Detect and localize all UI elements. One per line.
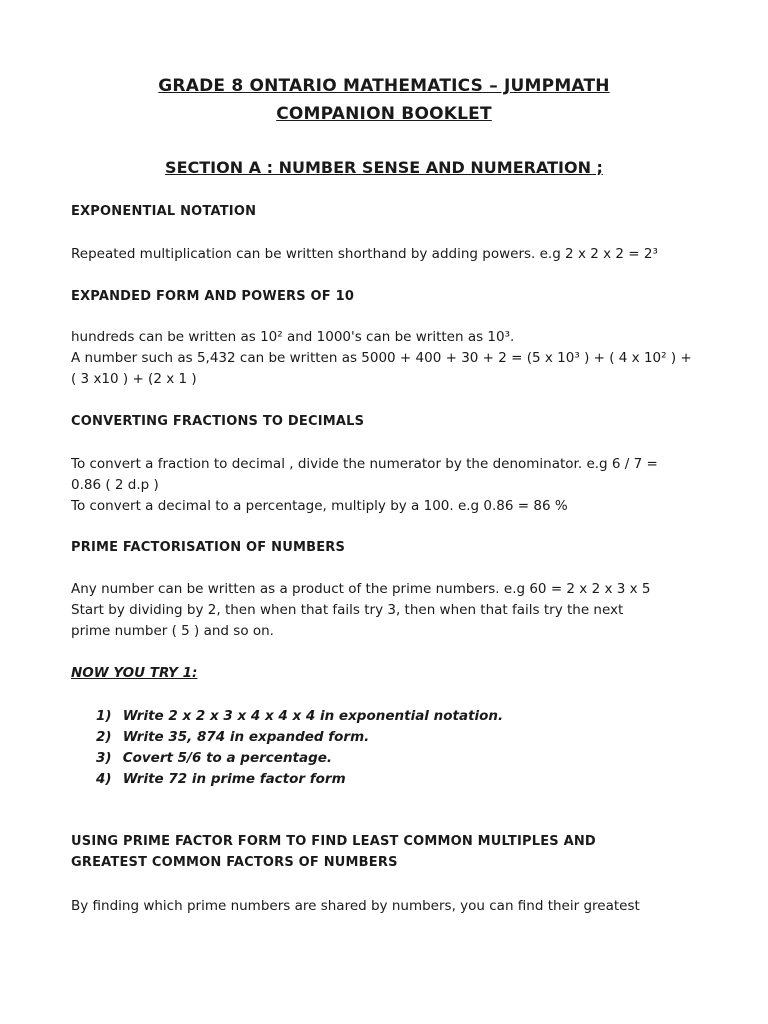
paragraph-line: Any number can be written as a product of the prime numbers. e.g 60 = 2 x 2 x 3 x 5 bbox=[71, 581, 651, 597]
paragraph-line: By finding which prime numbers are shared by numbers, you can find their greatest bbox=[71, 898, 640, 914]
heading-converting-fractions: CONVERTING FRACTIONS TO DECIMALS bbox=[71, 414, 365, 429]
exercise-item bbox=[96, 748, 503, 769]
heading-expanded-form: EXPANDED FORM AND POWERS OF 10 bbox=[71, 289, 355, 304]
paragraph-line: Repeated multiplication can be written shorthand by adding powers. e.g 2 x 2 x 2 = 2³ bbox=[71, 246, 658, 262]
exercise-number: 3) bbox=[96, 750, 112, 766]
exercise-item bbox=[96, 769, 503, 790]
paragraph-line: A number such as 5,432 can be written as 5000 + 400 + 30 + 2 = (5 x 10³ ) + ( 4 x 10² ) + bbox=[71, 350, 692, 366]
paragraph-prime-factorisation bbox=[71, 579, 701, 642]
paragraph-line: ( 3 x10 ) + (2 x 1 ) bbox=[71, 371, 197, 387]
paragraph-line: Start by dividing by 2, then when that fails try 3, then when that fails try the next bbox=[71, 602, 624, 618]
exercise-text: Write 72 in prime factor form bbox=[122, 771, 346, 787]
heading-lcm-gcf-line-2: GREATEST COMMON FACTORS OF NUMBERS bbox=[71, 855, 398, 870]
paragraph-line: 0.86 ( 2 d.p ) bbox=[71, 477, 159, 493]
exercise-text: Covert 5/6 to a percentage. bbox=[122, 750, 333, 766]
paragraph-line: To convert a fraction to decimal , divide the numerator by the denominator. e.g 6 / 7 = bbox=[71, 456, 658, 472]
exercise-number: 2) bbox=[96, 729, 112, 745]
document-title-line-2: COMPANION BOOKLET bbox=[276, 104, 492, 124]
paragraph-line: To convert a decimal to a percentage, multiply by a 100. e.g 0.86 = 86 % bbox=[71, 498, 568, 514]
exercise-text: Write 35, 874 in expanded form. bbox=[122, 729, 370, 745]
exercise-item bbox=[96, 727, 503, 748]
exercise-text: Write 2 x 2 x 3 x 4 x 4 x 4 in exponential notation. bbox=[122, 708, 504, 724]
section-title: SECTION A : NUMBER SENSE AND NUMERATION ; bbox=[165, 158, 603, 177]
document-title-line-1: GRADE 8 ONTARIO MATHEMATICS – JUMPMATH bbox=[158, 76, 610, 96]
now-you-try-title: NOW YOU TRY 1: bbox=[71, 665, 198, 681]
exercise-number: 4) bbox=[96, 771, 112, 787]
exercise-list bbox=[96, 706, 503, 790]
paragraph-lcm-gcf bbox=[71, 896, 701, 917]
paragraph-exponential-notation bbox=[71, 244, 701, 265]
exercise-number: 1) bbox=[96, 708, 112, 724]
paragraph-line: prime number ( 5 ) and so on. bbox=[71, 623, 274, 639]
heading-lcm-gcf-line-1: USING PRIME FACTOR FORM TO FIND LEAST COMMON MULTIPLES AND bbox=[71, 834, 596, 849]
paragraph-line: hundreds can be written as 10² and 1000's can be written as 10³. bbox=[71, 329, 515, 345]
heading-exponential-notation: EXPONENTIAL NOTATION bbox=[71, 204, 257, 219]
paragraph-expanded-form bbox=[71, 327, 701, 390]
exercise-item bbox=[96, 706, 503, 727]
heading-prime-factorisation: PRIME FACTORISATION OF NUMBERS bbox=[71, 540, 346, 555]
paragraph-converting-fractions bbox=[71, 454, 701, 517]
